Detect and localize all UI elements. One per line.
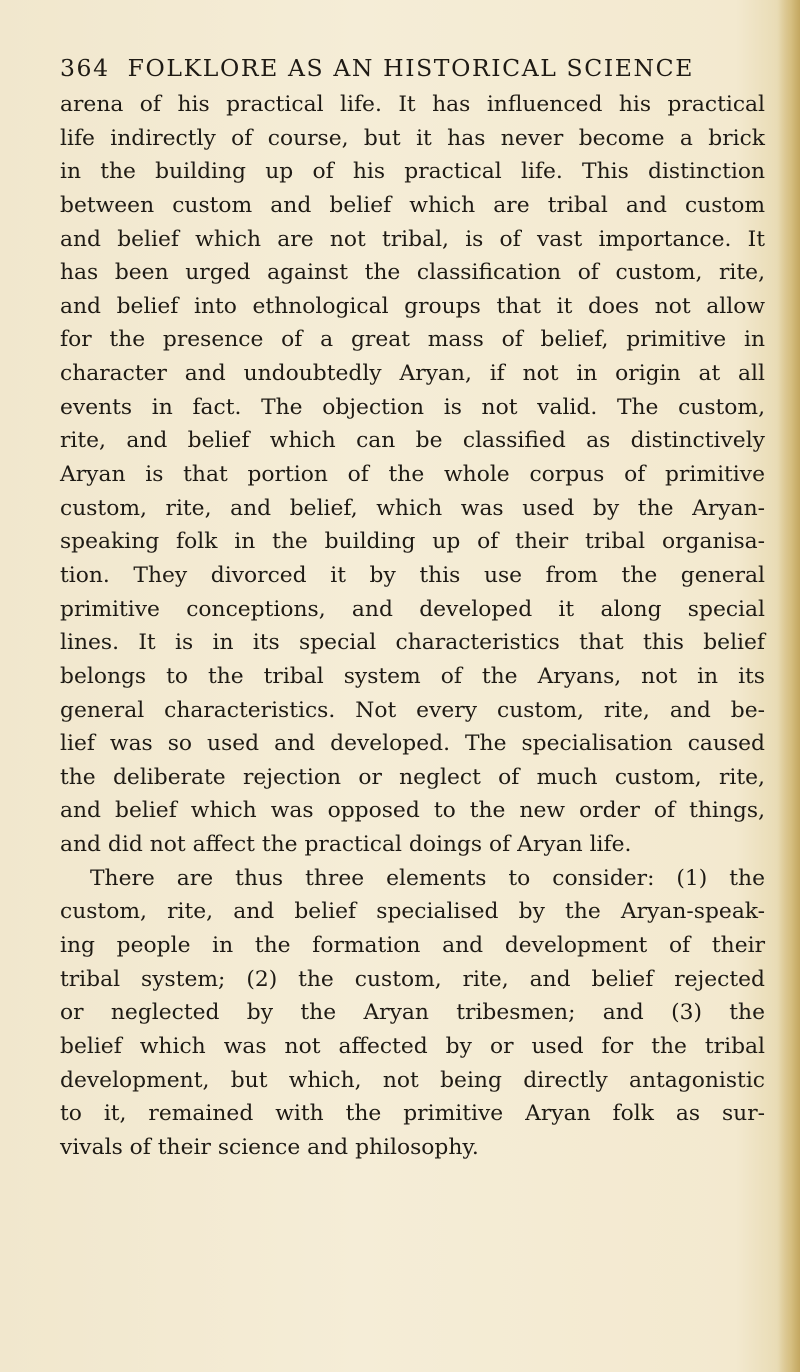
text-line: life indirectly of course, but it has never become a brick [60, 125, 765, 151]
paragraph-start-line: There are thus three elements to consider: (1) the [90, 865, 765, 891]
paragraph-end-line: and did not affect the practical doings of Aryan life. [60, 832, 632, 858]
text-line: development, but which, not being directly antagonistic [60, 1067, 765, 1093]
text-line: primitive conceptions, and developed it along special [60, 596, 765, 622]
text-line: speaking folk in the building up of their tribal organisa- [60, 529, 765, 555]
text-line: between custom and belief which are tribal and custom [60, 192, 765, 218]
text-line: character and undoubtedly Aryan, if not in origin at all [60, 361, 765, 387]
text-line: belief which was not affected by or used for the tribal [60, 1033, 765, 1059]
page-number: 364 [60, 54, 110, 82]
text-line: belongs to the tribal system of the Aryans, not in its [60, 663, 765, 689]
text-line: and belief into ethnological groups that it does not allow [60, 293, 765, 319]
paragraph-end-line: vivals of their science and philosophy. [60, 1134, 479, 1160]
text-line: tribal system; (2) the custom, rite, and belief rejected [60, 966, 765, 992]
text-line: rite, and belief which can be classified as distinctively [60, 428, 765, 454]
running-head [60, 54, 750, 82]
text-line: lines. It is in its special characteristics that this belief [60, 630, 765, 656]
text-line: or neglected by the Aryan tribesmen; and (3) the [60, 1000, 765, 1026]
text-line: has been urged against the classification of custom, rite, [60, 260, 765, 286]
text-line: lief was so used and developed. The specialisation caused [60, 731, 765, 757]
text-line: for the presence of a great mass of belief, primitive in [60, 327, 765, 353]
page-edge-shadow [778, 0, 800, 1372]
text-line: tion. They divorced it by this use from the general [60, 562, 765, 588]
text-line: general characteristics. Not every custom, rite, and be- [60, 697, 765, 723]
text-line: custom, rite, and belief specialised by the Aryan-speak- [60, 899, 765, 925]
text-line: custom, rite, and belief, which was used by the Aryan- [60, 495, 765, 521]
text-line: the deliberate rejection or neglect of much custom, rite, [60, 764, 765, 790]
text-line: arena of his practical life. It has influenced his practical [60, 92, 765, 117]
text-line: to it, remained with the primitive Aryan folk as sur- [60, 1101, 765, 1127]
text-line: ing people in the formation and development of their [60, 933, 765, 959]
text-line: in the building up of his practical life. This distinction [60, 159, 765, 185]
body-text [60, 88, 765, 1165]
running-title: FOLKLORE AS AN HISTORICAL SCIENCE [127, 54, 694, 82]
text-line: Aryan is that portion of the whole corpus of primitive [60, 462, 765, 488]
text-line: and belief which are not tribal, is of vast importance. It [60, 226, 765, 252]
text-line: and belief which was opposed to the new order of things, [60, 798, 765, 824]
text-line: events in fact. The objection is not valid. The custom, [60, 394, 765, 420]
